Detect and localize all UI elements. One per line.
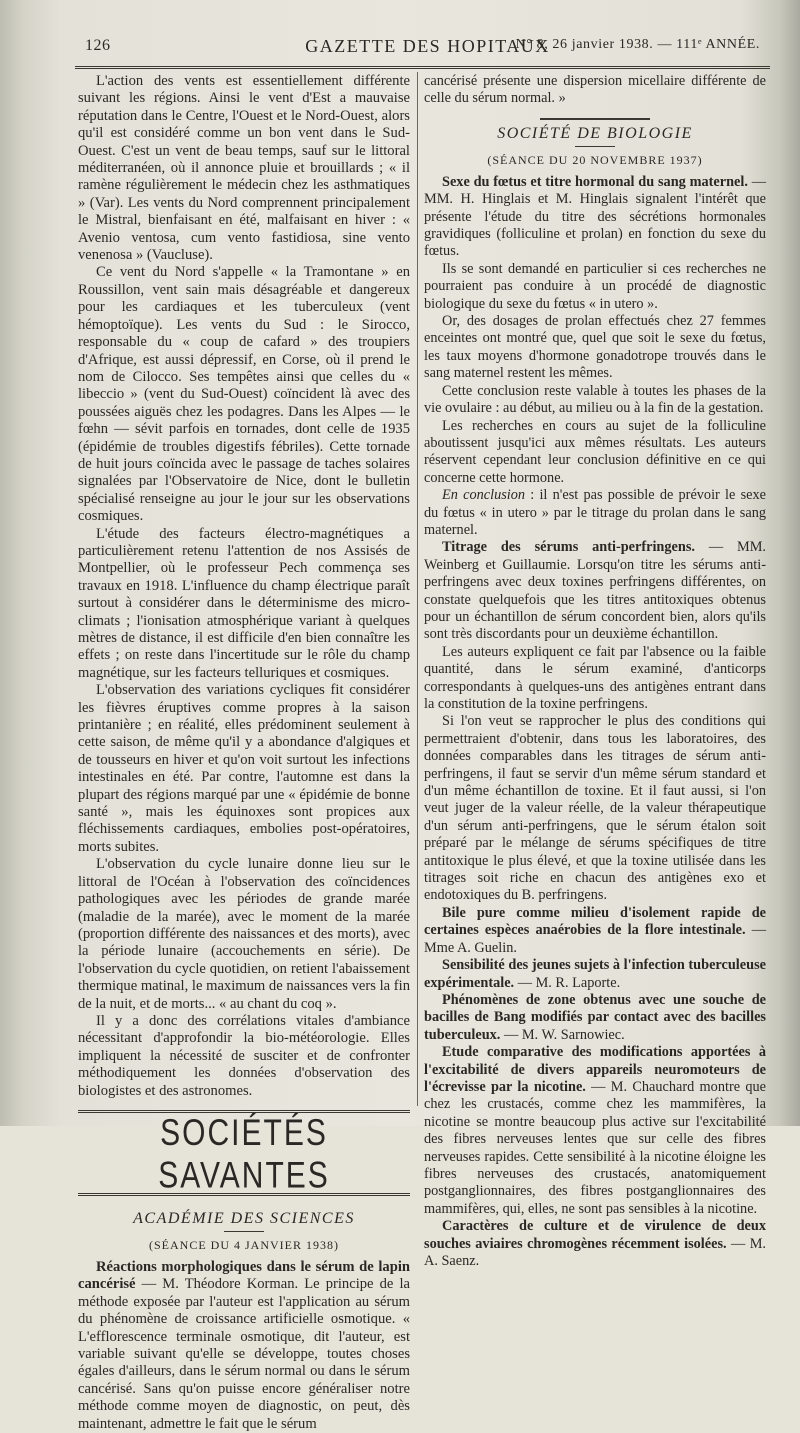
paragraph: Ils se sont demandé en particulier si ces recherches ne pourraient pas conduire à un procédé de diagnostic biologique du sexe du fœtus « in utero ».: [424, 260, 766, 312]
article-title: Bile pure comme milieu d'isolement rapide de certaines espèces anaérobies de la flore intestinale.: [424, 904, 766, 939]
paragraph: Il y a donc des corrélations vitales d'ambiance nécessitant d'approfondir la bio-météorologie. Elles impliquent la nécessité de susciter et de confronter méthodiquement les données d'observation des biologistes et des astronomes.: [78, 1012, 410, 1099]
article-title: Réactions morphologiques dans le sérum de lapin cancérisé: [78, 1258, 410, 1293]
heading-rule: [575, 146, 615, 147]
article-caracteres: [424, 1218, 766, 1270]
issue-info: N° 8, 26 janvier 1938. — 111ᵉ ANNÉE.: [515, 37, 760, 52]
article-body: — MM. H. Hinglais et M. Hinglais signalent l'intérêt que présente l'étude du titre des sécrétions hormonales gravidiques (folliculine et prolan) en fonction du sexe du fœtus.: [424, 173, 767, 260]
article-author: — Mme A. Guelin.: [424, 922, 766, 956]
paragraph: Ce vent du Nord s'appelle « la Tramontane » en Roussillon, vent sain mais désagréable et dangereux pour les cardiaques et les tuberculeux (vent hémoptoïque). Les vents du Sud : le Sirocco, responsable du « coup de cafard » des troupiers d'Afrique, est aussi dépressif, en Corse, où il prend le nom de Cilocco. Ses tempêtes ainsi que celles du « libeccio » (vent du Sud-Ouest) coïncident là avec des poussées aiguës chez les podagres. Dans les Alpes — le fœhn — sévit parfois en tornades, dont celle de 1935 (épidémie de troubles digestifs fébriles). Cette tornade de huit jours coïncida avec le passage de taches solaires signalées par l'Observatoire de Nice, dont le bulletin spécialisé renseigne au jour le jour sur les observations cosmiques.: [78, 264, 410, 525]
heading-rule: [224, 1231, 264, 1232]
paragraph-continued: cancérisé présente une dispersion micellaire différente de celle du sérum normal. »: [424, 73, 766, 107]
article-body: — M. Chauchard montre que chez les crustacés, comme chez les mammifères, la nicotine se montre beaucoup plus active sur l'excitabilité des fibres nerveuses lentes que sur celle des fibres nerveuses rapides. Cette sensibilité à la nicotine éloigne les fibres nerveuses des crustacés, anatomiquement postganglionnaires, des fibres postganglionnaires des mammifères, qui, elles, ne sont pas sensibles à la nicotine.: [424, 1078, 766, 1217]
article-title: Caractères de culture et de virulence de deux souches aviaires chromogènes récemment isolées.: [424, 1218, 766, 1252]
article-title: Sensibilité des jeunes sujets à l'infection tuberculeuse expérimentale.: [424, 957, 766, 991]
article-titrage: [424, 539, 766, 643]
paragraph: Cette conclusion reste valable à toutes les phases de la vie ovulaire : au début, au milieu ou à la fin de la gestation.: [424, 382, 766, 417]
paragraph: L'étude des facteurs électro-magnétiques a particulièrement retenu l'attention de nos Assisés de Montpellier, où le professeur Pech commença ses travaux en 1918. L'influence du champ électrique paraît surtout à considérer dans le déterminisme des micro-climats ; l'ionisation atmosphérique variant à quelques mètres de distance, il est difficile d'en bien connaître les effets ; on reste dans l'incertitude sur le rôle du champ magnétique, sur les facteurs telluriques et cosmiques.: [78, 525, 410, 681]
paragraph: L'observation du cycle lunaire donne lieu sur le littoral de l'Océan à l'observation des coïncidences pathologiques avec les périodes de grande marée (maladie de la marée), avec le moment de la marée (proportion différente des naissances et des morts), avec la période lunaire (accouchements en série). De l'observation du cycle quotidien, on retient l'abaissement thermique matinal, le maximum de naissances vers la fin de la nuit, et de morts... « au chant du coq ».: [78, 856, 410, 1012]
article-body: — MM. Weinberg et Guillaumie. Lorsqu'on titre les sérums anti-perfringens avec deux toxines perfringens différentes, on constate quelquefois que les titres antitoxiques obtenus pour un échantillon de sérum concordent bien, alors qu'ils sont très discordants pour un deuxième échantillon.: [424, 539, 766, 643]
right-column: [424, 73, 767, 1269]
conclusion-text: : il n'est pas possible de prévoir le sexe du fœtus « in utero » par le titrage du prolan dans le sang maternel.: [424, 487, 766, 538]
article-reactions: [78, 1259, 410, 1433]
conclusion-lead: En conclusion: [442, 487, 526, 504]
paragraph: Les auteurs expliquent ce fait par l'absence ou la faible quantité, dans le sérum examiné, d'anticorps correspondants à quelques-uns des antigènes entrant dans la constitution de la toxine perfringens.: [424, 643, 766, 712]
conclusion: [424, 487, 766, 539]
session-date: (SÉANCE DU 20 NOVEMBRE 1937): [487, 152, 703, 167]
section-title: SOCIÉTÉS SAVANTES: [158, 1112, 330, 1197]
article-etude: [424, 1044, 766, 1218]
journal-title: GAZETTE DES HOPITAUX: [305, 36, 550, 56]
article-sexe: [424, 174, 766, 261]
article-body: Le principe de la méthode exposée par l'auteur est l'application au sérum du phénomène de croissance artificielle osmotique. « L'efflorescence terminale osmotique, dit l'auteur, est variable suivant qu'elle se développe, toutes choses égales d'ailleurs, dans le sérum normal ou dans le sérum cancérisé. Sans qu'on puisse encore généraliser notre méthode comme moyen de diagnostic, on peut, dès maintenant, admettre le fait que le sérum: [78, 1276, 410, 1432]
paragraph: L'action des vents est essentiellement différente suivant les régions. Ainsi le vent d'Est a mauvaise réputation dans le Centre, l'Ouest et le Nord-Ouest, alors qu'il est considéré comme un bon vent dans le Sud-Ouest. C'est un vent de beau temps, sauf sur le littoral méditerranéen, où il annonce pluie et brouillards ; « il ramène régulièrement le médecin chez les asthmatiques » (Var). Les vents du Nord comprennent principalement le Mistral, bienfaisant en été, malfaisant en hiver : « Avenio ventosa, cum vento fastidiosa, sine vento venenosa » (Vaucluse).: [78, 73, 410, 264]
paragraph: Si l'on veut se rapprocher le plus des conditions qui permettraient d'obtenir, dans tous les laboratoires, des données comparables dans les titrages de sérum anti-perfringens, il faut se servir d'un même sérum standard et d'un même échantillon de toxine. Et il faut aussi, si l'on veut juger de la valeur réelle, de la valeur thérapeutique d'un sérum anti-perfringens, que le sérum étalon soit préparé par le mélange de sérums spécifiques de titre antitoxique le plus élevé, et que la toxine utilisée dans les titrages soit riche en chacun des antigènes exo et endotoxiques du B. perfringens.: [424, 713, 766, 904]
page-number: 126: [85, 37, 111, 54]
article-phenomenes: [424, 992, 766, 1044]
society-heading: SOCIÉTÉ DE BIOLOGIE: [497, 124, 693, 142]
paragraph: Les recherches en cours au sujet de la folliculine aboutissent jusqu'ici aux mêmes résultats. Les auteurs réservent cependant leur conclusion définitive en ce qui concerne cette hormone.: [424, 417, 766, 486]
academy-heading: ACADÉMIE DES SCIENCES: [133, 1209, 355, 1227]
session-date: (SÉANCE DU 4 JANVIER 1938): [149, 1237, 339, 1252]
article-sensibilite: [424, 957, 766, 992]
paragraph: Or, des dosages de prolan effectués chez 27 femmes enceintes ont montré que, quel que soit le sexe du fœtus, les taux moyens d'hormone gonadotrope trouvés dans le sang maternel restent les mêmes.: [424, 313, 766, 382]
article-author: — M. A. Saenz.: [424, 1235, 766, 1269]
section-rule: [540, 118, 650, 120]
article-author: — M. R. Laporte.: [514, 974, 621, 991]
article-title: Etude comparative des modifications apportées à l'excitabilité de divers appareils neuromoteurs de l'écrevisse par la nicotine.: [424, 1044, 766, 1095]
article-title: Sexe du fœtus et titre hormonal du sang maternel.: [442, 173, 748, 190]
page-header: [75, 30, 770, 69]
article-author: — M. Théodore Korman.: [135, 1276, 305, 1293]
article-title: Phénomènes de zone obtenus avec une souche de bacilles de Bang modifiés par contact avec des bacilles tuberculeux.: [424, 991, 766, 1043]
paragraph: L'observation des variations cycliques fit considérer les fièvres éruptives comme propres à la saison printanière ; en réalité, elles prédominent seulement à cette saison, de même qu'il y a abondance d'algiques et de tousseurs en hiver et qu'on voit surtout les infections intestinales en été. Par contre, l'automne est dans la plupart des régions marqué par une « épidémie de bonne santé », mais les équinoxes sont propices aux fléchissements cardiaques, embolies post-opératoires, morts subites.: [78, 682, 410, 855]
article-bile: [424, 905, 766, 957]
article-title: Titrage des sérums anti-perfringens.: [442, 539, 695, 556]
left-column: [78, 73, 410, 1432]
column-divider: [417, 72, 418, 1106]
article-author: — M. W. Sarnowiec.: [500, 1026, 625, 1043]
